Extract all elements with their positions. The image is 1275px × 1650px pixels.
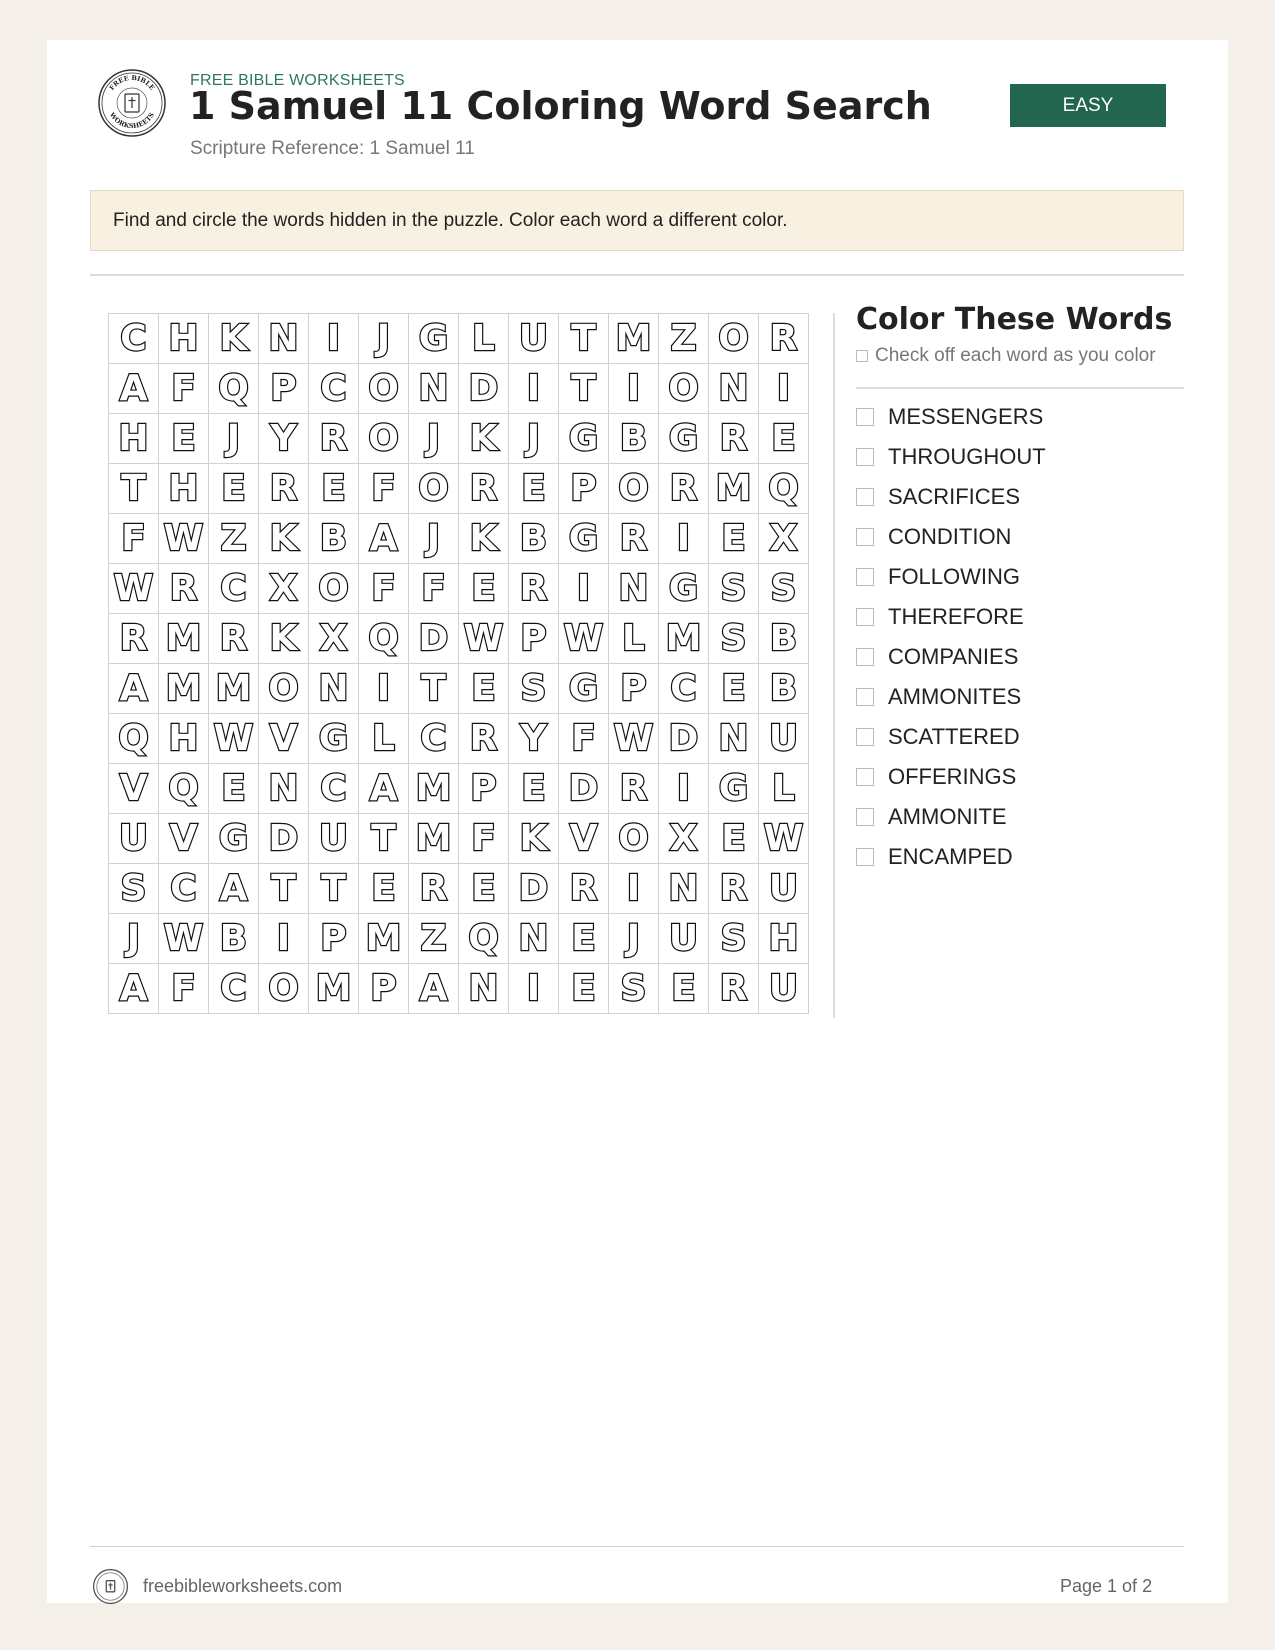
grid-cell[interactable]: M bbox=[659, 614, 709, 664]
vertical-divider bbox=[833, 313, 835, 1018]
grid-cell[interactable]: C bbox=[159, 864, 209, 914]
word-checkbox[interactable] bbox=[856, 568, 874, 586]
grid-cell[interactable]: R bbox=[159, 564, 209, 614]
grid-cell[interactable]: T bbox=[359, 814, 409, 864]
word-label: THEREFORE bbox=[888, 604, 1024, 629]
grid-cell[interactable]: R bbox=[609, 514, 659, 564]
grid-cell[interactable]: X bbox=[259, 564, 309, 614]
grid-cell[interactable]: N bbox=[309, 664, 359, 714]
grid-cell[interactable]: G bbox=[559, 414, 609, 464]
grid-cell[interactable]: P bbox=[559, 464, 609, 514]
grid-cell[interactable]: M bbox=[409, 764, 459, 814]
grid-cell[interactable]: R bbox=[309, 414, 359, 464]
footer-divider bbox=[90, 1546, 1184, 1547]
word-label: FOLLOWING bbox=[888, 564, 1021, 589]
grid-cell[interactable]: R bbox=[209, 614, 259, 664]
word-checkbox[interactable] bbox=[856, 608, 874, 626]
grid-cell[interactable]: W bbox=[459, 614, 509, 664]
grid-cell[interactable]: E bbox=[209, 764, 259, 814]
grid-cell[interactable]: E bbox=[359, 864, 409, 914]
grid-cell[interactable]: L bbox=[609, 614, 659, 664]
grid-cell[interactable]: V bbox=[109, 764, 159, 814]
grid-cell[interactable]: R bbox=[459, 714, 509, 764]
word-checkbox[interactable] bbox=[856, 688, 874, 706]
grid-cell[interactable]: F bbox=[559, 714, 609, 764]
grid-cell[interactable]: E bbox=[209, 464, 259, 514]
grid-cell[interactable]: M bbox=[159, 664, 209, 714]
grid-cell[interactable]: K bbox=[209, 314, 259, 364]
grid-cell[interactable]: P bbox=[359, 964, 409, 1014]
grid-cell[interactable]: G bbox=[709, 764, 759, 814]
grid-cell[interactable]: Z bbox=[659, 314, 709, 364]
grid-cell[interactable]: T bbox=[109, 464, 159, 514]
grid-cell[interactable]: B bbox=[759, 664, 809, 714]
grid-cell[interactable]: I bbox=[659, 764, 709, 814]
grid-cell[interactable]: U bbox=[659, 914, 709, 964]
grid-cell[interactable]: G bbox=[209, 814, 259, 864]
grid-cell[interactable]: O bbox=[359, 414, 409, 464]
grid-cell[interactable]: O bbox=[709, 314, 759, 364]
word-list-item bbox=[856, 397, 1046, 437]
grid-cell[interactable]: W bbox=[159, 514, 209, 564]
grid-cell[interactable]: N bbox=[259, 764, 309, 814]
grid-cell[interactable]: I bbox=[359, 664, 409, 714]
worksheet-page bbox=[47, 40, 1228, 1603]
grid-cell[interactable]: I bbox=[259, 914, 309, 964]
word-list-item bbox=[856, 717, 1046, 757]
grid-cell[interactable]: R bbox=[459, 464, 509, 514]
grid-cell[interactable]: E bbox=[709, 664, 759, 714]
grid-cell[interactable]: Y bbox=[509, 714, 559, 764]
grid-cell[interactable]: Q bbox=[459, 914, 509, 964]
word-list-title: Color These Words bbox=[856, 302, 1173, 337]
grid-cell[interactable]: E bbox=[659, 964, 709, 1014]
word-checkbox[interactable] bbox=[856, 648, 874, 666]
grid-cell[interactable]: D bbox=[659, 714, 709, 764]
page-title: 1 Samuel 11 Coloring Word Search bbox=[189, 84, 932, 128]
grid-cell[interactable]: C bbox=[309, 764, 359, 814]
grid-cell[interactable]: R bbox=[609, 764, 659, 814]
grid-cell[interactable]: U bbox=[759, 964, 809, 1014]
grid-cell[interactable]: J bbox=[209, 414, 259, 464]
grid-cell[interactable]: U bbox=[759, 864, 809, 914]
grid-cell[interactable]: V bbox=[559, 814, 609, 864]
grid-cell[interactable]: D bbox=[559, 764, 609, 814]
grid-cell[interactable]: M bbox=[709, 464, 759, 514]
grid-cell[interactable]: R bbox=[109, 614, 159, 664]
grid-cell[interactable]: E bbox=[559, 914, 609, 964]
word-label: SACRIFICES bbox=[888, 484, 1021, 509]
grid-cell[interactable]: M bbox=[209, 664, 259, 714]
word-list-item bbox=[856, 637, 1046, 677]
grid-cell[interactable]: P bbox=[309, 914, 359, 964]
grid-cell[interactable]: R bbox=[709, 414, 759, 464]
grid-cell[interactable]: F bbox=[159, 364, 209, 414]
checkbox-icon bbox=[856, 350, 868, 362]
logo-text-top: FREE BIBLE bbox=[107, 73, 157, 92]
word-list-item bbox=[856, 837, 1046, 877]
grid-cell[interactable]: S bbox=[709, 614, 759, 664]
grid-cell[interactable]: F bbox=[159, 964, 209, 1014]
word-list-item bbox=[856, 557, 1046, 597]
word-label: MESSENGERS bbox=[888, 404, 1044, 429]
grid-cell[interactable]: I bbox=[759, 364, 809, 414]
grid-cell[interactable]: C bbox=[209, 564, 259, 614]
grid-cell[interactable]: X bbox=[659, 814, 709, 864]
word-checkbox[interactable] bbox=[856, 728, 874, 746]
divider bbox=[90, 274, 1184, 276]
grid-cell[interactable]: G bbox=[409, 314, 459, 364]
grid-cell[interactable]: E bbox=[509, 464, 559, 514]
grid-cell[interactable]: I bbox=[509, 964, 559, 1014]
grid-cell[interactable]: J bbox=[409, 414, 459, 464]
word-search-grid bbox=[108, 313, 809, 1014]
grid-cell[interactable]: X bbox=[759, 514, 809, 564]
grid-cell[interactable]: Z bbox=[209, 514, 259, 564]
grid-cell[interactable]: S bbox=[759, 564, 809, 614]
grid-cell[interactable]: F bbox=[359, 564, 409, 614]
grid-cell[interactable]: N bbox=[609, 564, 659, 614]
grid-cell[interactable]: K bbox=[509, 814, 559, 864]
grid-cell[interactable]: E bbox=[559, 964, 609, 1014]
grid-cell[interactable]: A bbox=[209, 864, 259, 914]
brand-name: FREE BIBLE WORKSHEETS bbox=[190, 72, 405, 89]
grid-cell[interactable]: Y bbox=[259, 414, 309, 464]
grid-cell[interactable]: W bbox=[209, 714, 259, 764]
word-list bbox=[856, 397, 1046, 877]
grid-cell[interactable]: U bbox=[509, 314, 559, 364]
grid-cell[interactable]: Q bbox=[209, 364, 259, 414]
grid-cell[interactable]: E bbox=[509, 764, 559, 814]
grid-cell[interactable]: H bbox=[759, 914, 809, 964]
grid-cell[interactable]: J bbox=[609, 914, 659, 964]
word-checkbox[interactable] bbox=[856, 528, 874, 546]
grid-cell[interactable]: Q bbox=[109, 714, 159, 764]
grid-cell[interactable]: A bbox=[109, 664, 159, 714]
grid-cell[interactable]: H bbox=[159, 714, 209, 764]
grid-cell[interactable]: N bbox=[659, 864, 709, 914]
grid-cell[interactable]: P bbox=[509, 614, 559, 664]
grid-cell[interactable]: B bbox=[759, 614, 809, 664]
grid-cell[interactable]: H bbox=[109, 414, 159, 464]
grid-cell[interactable]: O bbox=[409, 464, 459, 514]
instructions-box: Find and circle the words hidden in the puzzle. Color each word a different color. bbox=[90, 190, 1184, 251]
word-checkbox[interactable] bbox=[856, 848, 874, 866]
grid-cell[interactable]: U bbox=[309, 814, 359, 864]
grid-cell[interactable]: I bbox=[609, 864, 659, 914]
grid-cell[interactable]: E bbox=[759, 414, 809, 464]
word-checkbox[interactable] bbox=[856, 768, 874, 786]
grid-cell[interactable]: S bbox=[709, 914, 759, 964]
word-label: OFFERINGS bbox=[888, 764, 1017, 789]
grid-cell[interactable]: R bbox=[559, 864, 609, 914]
grid-cell[interactable]: V bbox=[259, 714, 309, 764]
grid-cell[interactable]: B bbox=[509, 514, 559, 564]
footer-site-url: freebibleworksheets.com bbox=[143, 1576, 343, 1596]
word-checkbox[interactable] bbox=[856, 488, 874, 506]
grid-cell[interactable]: C bbox=[109, 314, 159, 364]
word-list-subtitle-text: Check off each word as you color bbox=[875, 345, 1156, 366]
grid-cell[interactable]: E bbox=[459, 664, 509, 714]
word-list-item bbox=[856, 477, 1046, 517]
word-label: AMMONITES bbox=[888, 684, 1022, 709]
grid-cell[interactable]: D bbox=[259, 814, 309, 864]
grid-cell[interactable]: N bbox=[709, 714, 759, 764]
grid-cell[interactable]: R bbox=[409, 864, 459, 914]
grid-cell[interactable]: C bbox=[309, 364, 359, 414]
grid-cell[interactable]: E bbox=[459, 864, 509, 914]
grid-cell[interactable]: J bbox=[509, 414, 559, 464]
word-checkbox[interactable] bbox=[856, 448, 874, 466]
grid-cell[interactable]: T bbox=[559, 364, 609, 414]
scripture-reference: Scripture Reference: 1 Samuel 11 bbox=[190, 138, 475, 159]
grid-cell[interactable]: V bbox=[159, 814, 209, 864]
grid-cell[interactable]: T bbox=[409, 664, 459, 714]
grid-cell[interactable]: J bbox=[109, 914, 159, 964]
grid-cell[interactable]: U bbox=[109, 814, 159, 864]
difficulty-badge: EASY bbox=[1010, 84, 1166, 127]
word-label: THROUGHOUT bbox=[888, 444, 1046, 469]
grid-cell[interactable]: T bbox=[309, 864, 359, 914]
grid-cell[interactable]: O bbox=[609, 464, 659, 514]
grid-cell[interactable]: B bbox=[609, 414, 659, 464]
grid-cell[interactable]: E bbox=[459, 564, 509, 614]
grid-cell[interactable]: M bbox=[159, 614, 209, 664]
grid-cell[interactable]: A bbox=[409, 964, 459, 1014]
word-list-item bbox=[856, 597, 1046, 637]
grid-cell[interactable]: W bbox=[109, 564, 159, 614]
grid-cell[interactable]: T bbox=[259, 864, 309, 914]
grid-cell[interactable]: P bbox=[459, 764, 509, 814]
grid-cell[interactable]: T bbox=[559, 314, 609, 364]
grid-cell[interactable]: M bbox=[609, 314, 659, 364]
grid-cell[interactable]: G bbox=[659, 414, 709, 464]
logo-text-bottom: WORKSHEETS bbox=[107, 111, 157, 131]
grid-cell[interactable]: G bbox=[659, 564, 709, 614]
grid-cell[interactable]: O bbox=[259, 964, 309, 1014]
grid-cell[interactable]: L bbox=[759, 764, 809, 814]
word-checkbox[interactable] bbox=[856, 808, 874, 826]
grid-cell[interactable]: M bbox=[359, 914, 409, 964]
word-list-item bbox=[856, 437, 1046, 477]
grid-cell[interactable]: S bbox=[709, 564, 759, 614]
grid-cell[interactable]: Q bbox=[759, 464, 809, 514]
grid-cell[interactable]: N bbox=[709, 364, 759, 414]
grid-cell[interactable]: W bbox=[159, 914, 209, 964]
grid-cell[interactable]: O bbox=[359, 364, 409, 414]
grid-cell[interactable]: W bbox=[559, 614, 609, 664]
grid-cell[interactable]: U bbox=[759, 714, 809, 764]
grid-cell[interactable]: S bbox=[609, 964, 659, 1014]
grid-cell[interactable]: F bbox=[409, 564, 459, 614]
word-label: ENCAMPED bbox=[888, 844, 1013, 869]
grid-cell[interactable]: I bbox=[659, 514, 709, 564]
word-label: CONDITION bbox=[888, 524, 1012, 549]
grid-cell[interactable]: F bbox=[359, 464, 409, 514]
grid-cell[interactable]: S bbox=[509, 664, 559, 714]
grid-cell[interactable]: P bbox=[259, 364, 309, 414]
logo-seal bbox=[97, 68, 167, 138]
grid-cell[interactable]: H bbox=[159, 314, 209, 364]
grid-cell[interactable]: R bbox=[509, 564, 559, 614]
grid-cell[interactable]: B bbox=[309, 514, 359, 564]
grid-cell[interactable]: R bbox=[709, 864, 759, 914]
grid-cell[interactable]: E bbox=[709, 814, 759, 864]
word-label: COMPANIES bbox=[888, 644, 1019, 669]
grid-cell[interactable]: H bbox=[159, 464, 209, 514]
grid-cell[interactable]: I bbox=[309, 314, 359, 364]
word-list-item bbox=[856, 517, 1046, 557]
grid-cell[interactable]: Z bbox=[409, 914, 459, 964]
grid-cell[interactable]: S bbox=[109, 864, 159, 914]
grid-cell[interactable]: L bbox=[459, 314, 509, 364]
grid-cell[interactable]: O bbox=[259, 664, 309, 714]
grid-cell[interactable]: N bbox=[459, 964, 509, 1014]
grid-cell[interactable]: D bbox=[509, 864, 559, 914]
word-label: SCATTERED bbox=[888, 724, 1020, 749]
grid-cell[interactable]: F bbox=[109, 514, 159, 564]
grid-cell[interactable]: W bbox=[609, 714, 659, 764]
grid-cell[interactable]: A bbox=[109, 964, 159, 1014]
grid-cell[interactable]: R bbox=[759, 314, 809, 364]
grid-cell[interactable]: R bbox=[709, 964, 759, 1014]
word-list-item bbox=[856, 797, 1046, 837]
grid-cell[interactable]: G bbox=[559, 514, 609, 564]
grid-cell[interactable]: X bbox=[309, 614, 359, 664]
grid-cell[interactable]: B bbox=[209, 914, 259, 964]
word-list-subtitle bbox=[856, 345, 1156, 367]
grid-cell[interactable]: A bbox=[359, 514, 409, 564]
grid-cell[interactable]: I bbox=[559, 564, 609, 614]
grid-cell[interactable]: E bbox=[709, 514, 759, 564]
grid-cell[interactable]: O bbox=[659, 364, 709, 414]
grid-cell[interactable]: J bbox=[409, 514, 459, 564]
grid-cell[interactable]: K bbox=[259, 514, 309, 564]
grid-cell[interactable]: L bbox=[359, 714, 409, 764]
grid-cell[interactable]: G bbox=[559, 664, 609, 714]
grid-cell[interactable]: I bbox=[609, 364, 659, 414]
grid-cell[interactable]: M bbox=[309, 964, 359, 1014]
grid-cell[interactable]: C bbox=[209, 964, 259, 1014]
grid-cell[interactable]: Q bbox=[359, 614, 409, 664]
grid-cell[interactable]: D bbox=[459, 364, 509, 414]
divider bbox=[856, 387, 1184, 389]
grid-cell[interactable]: J bbox=[359, 314, 409, 364]
grid-cell[interactable]: P bbox=[609, 664, 659, 714]
grid-cell[interactable]: N bbox=[409, 364, 459, 414]
grid-cell[interactable]: F bbox=[459, 814, 509, 864]
word-checkbox[interactable] bbox=[856, 408, 874, 426]
page-number: Page 1 of 2 bbox=[1060, 1576, 1153, 1596]
grid-cell[interactable]: N bbox=[509, 914, 559, 964]
grid-cell[interactable]: O bbox=[609, 814, 659, 864]
grid-cell[interactable]: N bbox=[259, 314, 309, 364]
footer-logo bbox=[92, 1568, 129, 1605]
grid-cell[interactable]: D bbox=[409, 614, 459, 664]
grid-cell[interactable]: M bbox=[409, 814, 459, 864]
word-list-item bbox=[856, 757, 1046, 797]
grid-cell[interactable]: Q bbox=[159, 764, 209, 814]
grid-cell[interactable]: E bbox=[309, 464, 359, 514]
grid-cell[interactable]: K bbox=[459, 414, 509, 464]
grid-cell[interactable]: I bbox=[509, 364, 559, 414]
grid-cell[interactable]: K bbox=[259, 614, 309, 664]
grid-cell[interactable]: R bbox=[259, 464, 309, 514]
grid-cell[interactable]: E bbox=[159, 414, 209, 464]
grid-cell[interactable]: W bbox=[759, 814, 809, 864]
grid-cell[interactable]: C bbox=[659, 664, 709, 714]
word-label: AMMONITE bbox=[888, 804, 1007, 829]
grid-cell[interactable]: A bbox=[359, 764, 409, 814]
word-list-item bbox=[856, 677, 1046, 717]
grid-cell[interactable]: R bbox=[659, 464, 709, 514]
grid-cell[interactable]: G bbox=[309, 714, 359, 764]
grid-cell[interactable]: A bbox=[109, 364, 159, 414]
grid-cell[interactable]: O bbox=[309, 564, 359, 614]
grid-cell[interactable]: C bbox=[409, 714, 459, 764]
grid-cell[interactable]: K bbox=[459, 514, 509, 564]
